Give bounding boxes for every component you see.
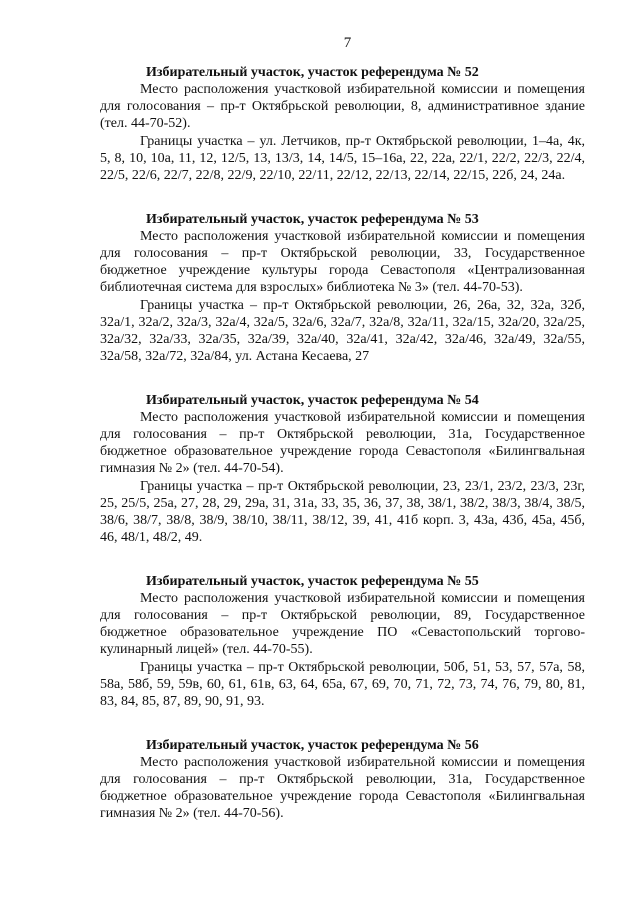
- precinct-title: Избирательный участок, участок референдума № 52: [146, 65, 479, 80]
- precinct-boundaries: Границы участка – пр-т Октябрьской революции, 26, 26а, 32, 32а, 32б, 32а/1, 32а/2, 32а/3, 32а/4, 32а/5, 32а/6, 32а/7, 32а/8, 32а/11, 32а/15, 32а/20, 32а/25, 32а/32, 32а/33, 32а/35, 32а/39, 32а/40, 32а/41, 32а/42, 32а/46, 32а/49, 32а/55, 32а/58, 32а/72, 32а/84, ул. Астана Кесаева, 27: [100, 298, 585, 364]
- precinct-section-53: [100, 211, 585, 365]
- precinct-boundaries: Границы участка – пр-т Октябрьской революции, 50б, 51, 53, 57, 57а, 58, 58а, 58б, 59, 59в, 60, 61, 61в, 63, 64, 65а, 67, 69, 70, 71, 72, 73, 74, 76, 79, 80, 81, 83, 84, 85, 87, 89, 90, 91, 93.: [100, 660, 585, 709]
- precinct-boundaries: Границы участка – ул. Летчиков, пр-т Октябрьской революции, 1–4а, 4к, 5, 8, 10, 10а, 11, 12, 12/5, 13, 13/3, 14, 14/5, 15–16а, 22, 22а, 22/1, 22/2, 22/3, 22/4, 22/5, 22/6, 22/7, 22/8, 22/9, 22/10, 22/11, 22/12, 22/13, 22/14, 22/15, 22б, 24, 24а.: [100, 134, 585, 183]
- precinct-title: Избирательный участок, участок референдума № 56: [146, 738, 479, 753]
- precinct-boundaries: Границы участка – пр-т Октябрьской революции, 23, 23/1, 23/2, 23/3, 23г, 25, 25/5, 25а, 27, 28, 29, 29а, 31, 31а, 33, 35, 36, 37, 38, 38/1, 38/2, 38/3, 38/4, 38/5, 38/6, 38/7, 38/8, 38/9, 38/10, 38/11, 38/12, 39, 41, 41б корп. 3, 43а, 43б, 45а, 45б, 46, 48/1, 48/2, 49.: [100, 479, 585, 545]
- precinct-location: Место расположения участковой избирательной комиссии и помещения для голосования – пр-т Октябрьской революции, 89, Государственное бюджетное образовательное учреждение ПО «Севастопольский торгово-кулинарный лицей» (тел. 44-70-55).: [100, 591, 585, 657]
- precinct-title: Избирательный участок, участок референдума № 53: [146, 212, 479, 227]
- precinct-location: Место расположения участковой избирательной комиссии и помещения для голосования – пр-т Октябрьской революции, 8, административное здание (тел. 44-70-52).: [100, 82, 585, 131]
- precinct-section-52: [100, 64, 585, 184]
- precinct-title: Избирательный участок, участок референдума № 54: [146, 393, 479, 408]
- precinct-section-56: [100, 737, 585, 822]
- precinct-location: Место расположения участковой избирательной комиссии и помещения для голосования – пр-т Октябрьской революции, 33, Государственное бюджетное учреждение культуры города Севастополя «Централизованная библиотечная система для взрослых» библиотека № 3» (тел. 44-70-53).: [100, 229, 585, 295]
- precinct-location: Место расположения участковой избирательной комиссии и помещения для голосования – пр-т Октябрьской революции, 31а, Государственное бюджетное образовательное учреждение города Севастополя «Билингвальная гимназия № 2» (тел. 44-70-54).: [100, 410, 585, 476]
- precinct-section-54: [100, 392, 585, 546]
- precinct-section-55: [100, 573, 585, 710]
- page-number: 7: [343, 35, 352, 51]
- precinct-location: Место расположения участковой избирательной комиссии и помещения для голосования – пр-т Октябрьской революции, 31а, Государственное бюджетное образовательное учреждение города Севастополя «Билингвальная гимназия № 2» (тел. 44-70-56).: [100, 755, 585, 821]
- precinct-title: Избирательный участок, участок референдума № 55: [146, 574, 479, 589]
